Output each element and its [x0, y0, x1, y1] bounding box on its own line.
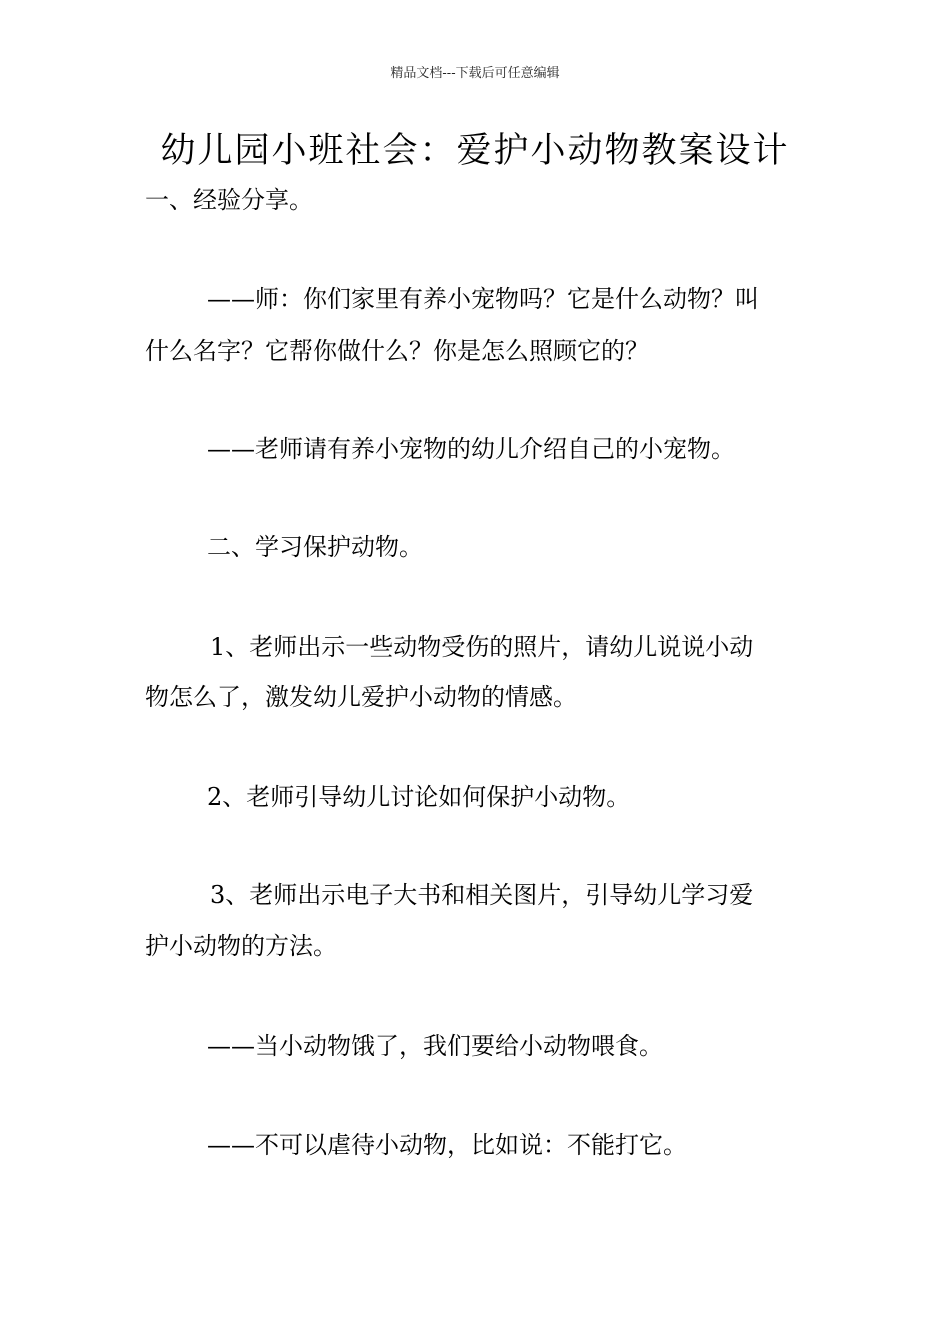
section-heading-2: 二、学习保护动物。 — [207, 533, 423, 561]
paragraph-line: 3、老师出示电子大书和相关图片，引导幼儿学习爱 — [210, 881, 754, 909]
paragraph-line: 2、老师引导幼儿讨论如何保护小动物。 — [207, 783, 631, 811]
document-title: 幼儿园小班社会：爱护小动物教案设计 — [160, 131, 790, 171]
paragraph-line: 护小动物的方法。 — [145, 932, 337, 960]
paragraph-line: ——老师请有养小宠物的幼儿介绍自己的小宠物。 — [207, 435, 735, 463]
paragraph-line: ——师：你们家里有养小宠物吗？它是什么动物？叫 — [207, 285, 759, 313]
paragraph-line: ——不可以虐待小动物，比如说：不能打它。 — [207, 1131, 687, 1159]
paragraph-line: ——当小动物饿了，我们要给小动物喂食。 — [207, 1032, 663, 1060]
section-heading-1: 一、经验分享。 — [145, 186, 313, 214]
paragraph-line: 1、老师出示一些动物受伤的照片，请幼儿说说小动 — [210, 633, 754, 661]
header-note: 精品文档---下载后可任意编辑 — [390, 66, 560, 81]
paragraph-line: 什么名字？它帮你做什么？你是怎么照顾它的？ — [145, 337, 649, 365]
paragraph-line: 物怎么了，激发幼儿爱护小动物的情感。 — [145, 683, 577, 711]
